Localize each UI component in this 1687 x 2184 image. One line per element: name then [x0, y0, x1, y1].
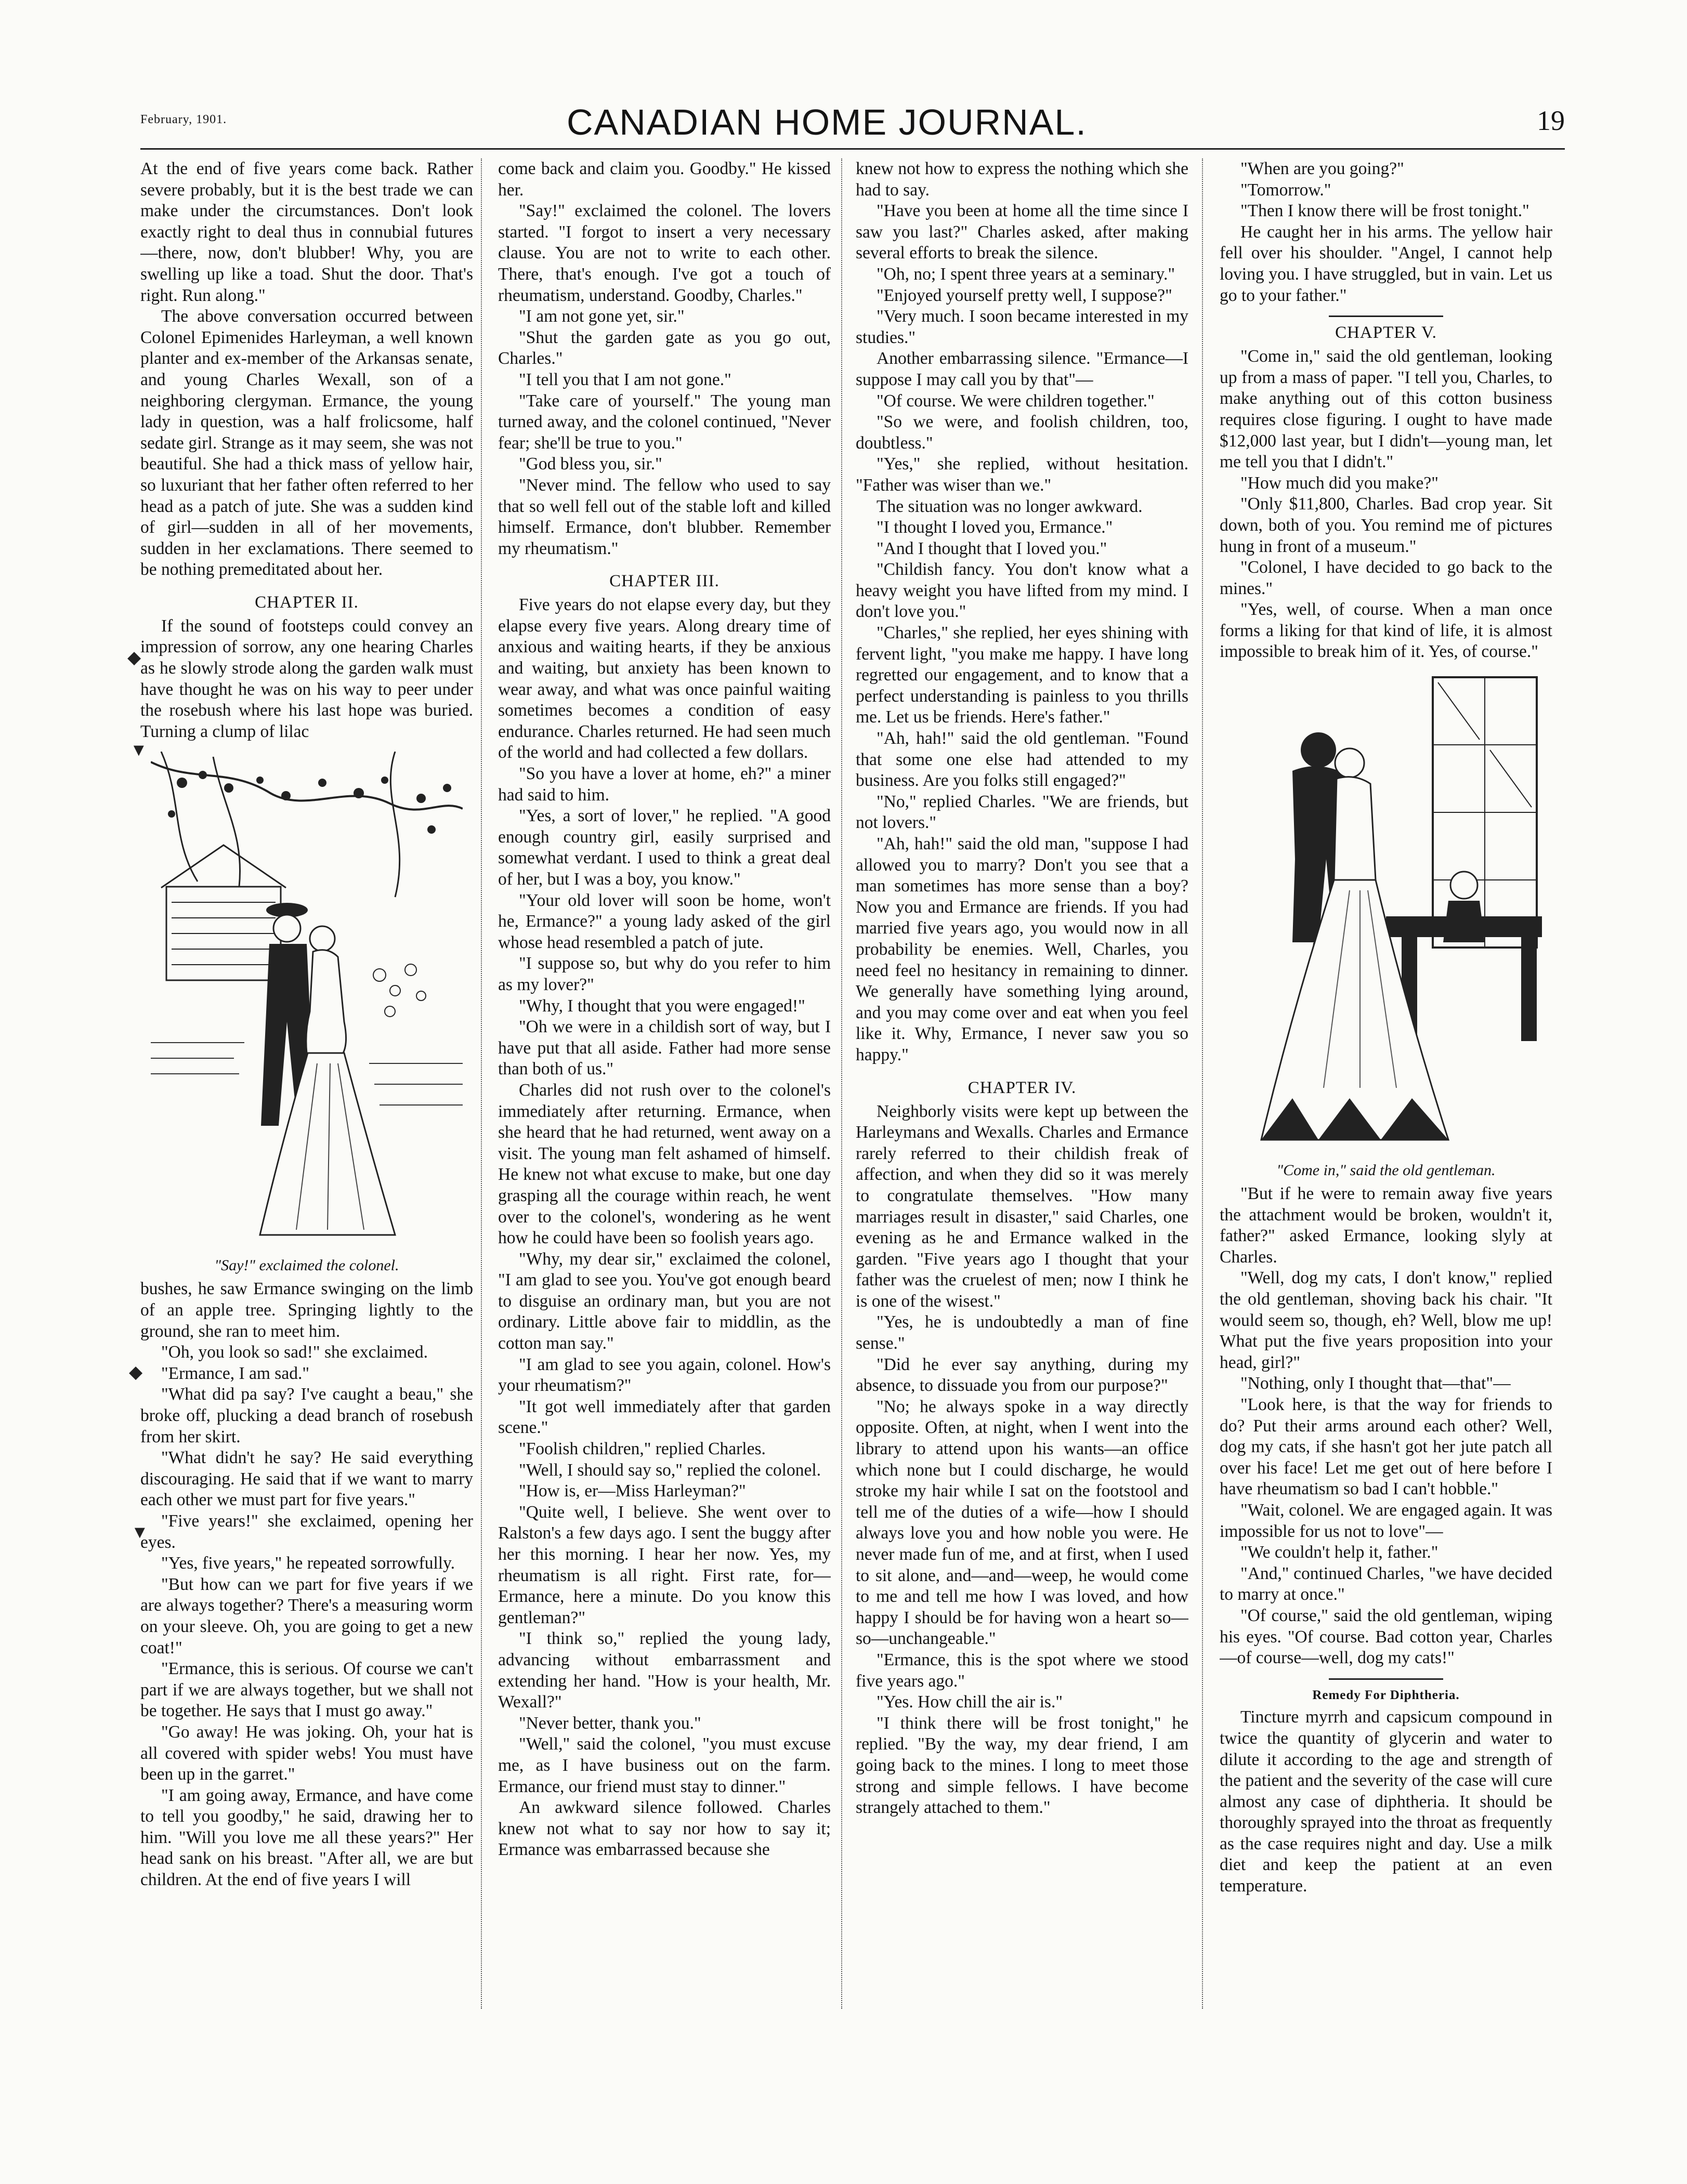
paragraph: "Ah, hah!" said the old man, "suppose I had allowed you to marry? Don't you see that a man sometimes has more sense than a boy? Now you and Ermance are friends. If you had married five years ago, you would now in all probability be enemies. Well, Charles, you need feel no hesitancy in remaining to dinner. We generally have something lying around, and you may come over and eat when you feel like it. Why, Ermance, I never saw you so happy." [856, 834, 1188, 1064]
remedy-paragraph: Tincture myrrh and capsicum compound in twice the quantity of glycerin and water to dilute it according to the age and strength of the patient and the severity of the case will cure almost any case of diphtheria. It should be thoroughly sprayed into the throat as frequently as the case requires night and day. Use a milk diet and keep the patient at an even temperature. [1220, 1707, 1552, 1896]
paragraph: Five years do not elapse every day, but they elapse every five years. Along dreary time of anxious and waiting hearts, if they be anxious and waiting, but anxiety has been known to wear away, and what was once painful waiting sometimes becomes a condition of easy endurance. Charles returned. He had seen much of the world and had collected a few dollars. [498, 595, 831, 762]
section-rule [1329, 315, 1443, 317]
paragraph: "Well, dog my cats, I don't know," replied the old gentleman, shoving back his chair. "It would seem so, though, eh? Well, blow me up! What put the five years proposition into your head, girl?" [1220, 1268, 1552, 1372]
margin-mark: ▼ [130, 741, 148, 760]
paragraph: "Why, I thought that you were engaged!" [519, 996, 805, 1016]
paragraph: "Nothing, only I thought that—that"— [1240, 1374, 1511, 1393]
paragraph: "Why, my dear sir," exclaimed the colonel, "I am glad to see you. You've got enough beard to disguise an ordinary man, but you are not ordinary. Little above fair to middlin, as the cotton man say." [498, 1249, 831, 1353]
paragraph: "How is, er—Miss Harleyman?" [519, 1481, 746, 1501]
illustration-embrace-colonel [1230, 672, 1542, 1155]
illustration-garden-lovers [151, 752, 463, 1251]
illustration-caption: "Come in," said the old gentleman. [1276, 1162, 1496, 1179]
header-rule [140, 148, 1565, 150]
paragraph: "Of course. We were children together." [877, 391, 1155, 411]
paragraph: "Very much. I soon became interested in my studies." [856, 307, 1188, 347]
paragraph: "Well, I should say so," replied the colonel. [519, 1460, 821, 1480]
paragraph: "God bless you, sir." [519, 454, 662, 474]
paragraph: bushes, he saw Ermance swinging on the limb of an apple tree. Springing lightly to the ground, she ran to meet him. [140, 1279, 473, 1341]
paragraph: The situation was no longer awkward. [877, 496, 1143, 516]
column-2 [498, 159, 831, 2082]
paragraph: "Say!" exclaimed the colonel. The lovers started. "I forgot to insert a very necessary clause. You are not to write to each other. There, that's enough. I've got a touch of rheumatism, understand. Goodby, Charles." [498, 201, 831, 305]
paragraph: "I am going away, Ermance, and have come to tell you goodby," he said, drawing her to him. "Will you love me all these years?" Her head sank on his breast. "After all, we are but children. At the end of five years I will [140, 1785, 473, 1890]
section-rule [1329, 1678, 1443, 1680]
column-1 [140, 159, 473, 2082]
column-divider [1202, 159, 1203, 2009]
paragraph: "Oh, you look so sad!" she exclaimed. [161, 1343, 428, 1362]
paragraph: "Never mind. The fellow who used to say that so well fell out of the stable loft and killed himself. Ermance, don't blubber. Remember my rheumatism." [498, 475, 831, 558]
paragraph: "Quite well, I believe. She went over to Ralston's a few days ago. I sent the buggy after her this morning. I hear her now. Yes, my rheumatism is all right. First rate, for—Ermance, here a minute. Do you know this gentleman?" [498, 1502, 831, 1627]
paragraph: "What did pa say? I've caught a beau," she broke off, plucking a dead branch of rosebush from her skirt. [140, 1385, 473, 1446]
paragraph: "I tell you that I am not gone." [519, 370, 731, 389]
margin-mark: ◆ [129, 1363, 143, 1382]
paragraph: "Look here, is that the way for friends to do? Put their arms around each other? Well, dog my cats, if she hasn't got her jute patch all over his face! Let me get out of here before I have rheumatism so bad I can't hobble." [1220, 1395, 1552, 1499]
paragraph: "I am glad to see you again, colonel. How's your rheumatism?" [498, 1354, 831, 1396]
paragraph: "But if he were to remain away five years the attachment would be broken, wouldn't it, father?" asked Ermance, looking slyly at Charles. [1220, 1184, 1552, 1267]
paragraph: "Ermance, this is serious. Of course we can't part if we are always together, but we shall not be together. He says that I must go away." [140, 1659, 473, 1721]
paragraph: "Go away! He was joking. Oh, your hat is all covered with spider webs! You must have been up in the garret." [140, 1722, 473, 1784]
chapter-heading: CHAPTER V. [1335, 323, 1437, 343]
paragraph: "Oh, no; I spent three years at a seminary." [877, 264, 1175, 284]
paragraph: "Enjoyed yourself pretty well, I suppose?" [877, 285, 1172, 305]
paragraph: "Colonel, I have decided to go back to the mines." [1220, 558, 1552, 598]
paragraph: "I am not gone yet, sir." [519, 307, 685, 326]
chapter-heading: CHAPTER II. [255, 593, 359, 612]
paragraph: "Ah, hah!" said the old gentleman. "Found that some one else had attended to my business. Are you folks still engaged?" [856, 729, 1188, 791]
paragraph: "I think there will be frost tonight," he replied. "By the way, my dear friend, I am going back to the mines. I long to meet those strong and simple fellows. I have become strangely attached to them." [856, 1713, 1188, 1818]
paragraph: "Come in," said the old gentleman, looking up from a mass of paper. "I tell you, Charles, to make anything out of this cotton business requires close figuring. I ought to have made $12,000 last year, but I didn't—young man, let me tell you that I didn't." [1220, 347, 1552, 472]
column-divider [481, 159, 482, 2009]
paragraph: "How much did you make?" [1240, 473, 1438, 493]
paragraph: "Yes, he is undoubtedly a man of fine sense." [856, 1312, 1188, 1353]
paragraph: "And I thought that I loved you." [877, 538, 1107, 558]
paragraph: "And," continued Charles, "we have decided to marry at once." [1220, 1563, 1552, 1604]
paragraph: "I suppose so, but why do you refer to him as my lover?" [498, 954, 831, 994]
paragraph: "Take care of yourself." The young man turned away, and the colonel continued, "Never fear; she'll be true to you." [498, 391, 831, 453]
paragraph: "Charles," she replied, her eyes shining with fervent light, "you make me happy. I have long regretted our engagement, and to know that a perfect understanding is painless to you thrills me. Let us be friends. Here's father." [856, 623, 1188, 727]
paragraph: "So you have a lover at home, eh?" a miner had said to him. [498, 764, 831, 805]
paragraph: At the end of five years come back. Rather severe probably, but it is the best trade we can make under the circumstances. Don't look exactly right to deal thus in connubial futures—there, now, don't blubber! Why, you are swelling up like a toad. Shut the door. That's right. Run along." [140, 159, 473, 305]
paragraph: "Foolish children," replied Charles. [519, 1439, 766, 1459]
paragraph: "I thought I loved you, Ermance." [877, 518, 1113, 537]
paragraph: "Ermance, I am sad." [161, 1363, 309, 1383]
paragraph: "Well," said the colonel, "you must excuse me, as I have business out on the farm. Ermance, our friend must stay to dinner." [498, 1734, 831, 1796]
paragraph: "Of course," said the old gentleman, wiping his eyes. "Of course. Bad cotton year, Charles—of course—well, dog my cats!" [1220, 1606, 1552, 1668]
paragraph: "Your old lover will soon be home, won't he, Ermance?" a young lady asked of the girl whose head resembled a patch of jute. [498, 890, 831, 952]
paragraph: "Yes," she replied, without hesitation. "Father was wiser than we." [856, 454, 1188, 495]
page-number: 19 [1537, 105, 1565, 136]
paragraph: "It got well immediately after that garden scene." [498, 1397, 831, 1438]
paragraph: He caught her in his arms. The yellow hair fell over his shoulder. "Angel, I cannot help loving you. I have struggled, but in vain. Let us go to your father." [1220, 222, 1552, 305]
issue-date: February, 1901. [140, 113, 227, 126]
paragraph: "Did he ever say anything, during my absence, to dissuade you from our purpose?" [856, 1354, 1188, 1396]
column-3 [856, 159, 1188, 2082]
paragraph: "Five years!" she exclaimed, opening her eyes. [140, 1511, 473, 1552]
paragraph: If the sound of footsteps could convey an impression of sorrow, any one hearing Charles as he slowly strode along the garden walk must have thought he was on his way to peer under the rosebush where his last hope was buried. Turning a clump of lilac [140, 616, 473, 741]
paragraph: "Never better, thank you." [519, 1713, 701, 1733]
paragraph: Charles did not rush over to the colonel's immediately after returning. Ermance, when she heard that he had returned, went away on a visit. The young man felt ashamed of himself. He knew not what excuse to make, but one day grasping all the courage within reach, he went over to the colonel's, wondering as he went how he could have been so foolish years ago. [498, 1080, 831, 1248]
paragraph: An awkward silence followed. Charles knew not what to say nor how to say it; Ermance was embarrassed because she [498, 1798, 831, 1860]
remedy-heading: Remedy For Diphtheria. [1312, 1688, 1460, 1702]
paragraph: "Tomorrow." [1240, 180, 1331, 200]
paragraph: "Then I know there will be frost tonight." [1240, 201, 1529, 221]
paragraph: "Yes, well, of course. When a man once forms a liking for that kind of life, it is almost impossible to break him of it. Yes, of course." [1220, 600, 1552, 662]
paragraph: "No," replied Charles. "We are friends, but not lovers." [856, 792, 1188, 833]
chapter-heading: CHAPTER IV. [967, 1078, 1077, 1097]
paragraph: "When are you going?" [1240, 159, 1404, 178]
paragraph: knew not how to express the nothing which she had to say. [856, 159, 1188, 200]
illustration-caption: "Say!" exclaimed the colonel. [214, 1257, 399, 1274]
paragraph: "Childish fancy. You don't know what a heavy weight you have lifted from my mind. I don't love you." [856, 560, 1188, 622]
paragraph: "Yes, five years," he repeated sorrowfully. [161, 1554, 455, 1573]
journal-title: CANADIAN HOME JOURNAL. [567, 102, 1087, 142]
paragraph: come back and claim you. Goodby." He kissed her. [498, 159, 831, 200]
margin-mark: ▼ [131, 1523, 149, 1542]
paragraph: "Yes. How chill the air is." [877, 1692, 1063, 1712]
paragraph: "But how can we part for five years if we are always together? There's a measuring worm on your sleeve. Oh, you are going to get a new coat!" [140, 1574, 473, 1657]
paragraph: "Only $11,800, Charles. Bad crop year. Sit down, both of you. You remind me of pictures hung in front of a museum." [1220, 494, 1552, 556]
paragraph: "So we were, and foolish children, too, doubtless." [856, 412, 1188, 453]
paragraph: "We couldn't help it, father." [1240, 1543, 1438, 1562]
paragraph: The above conversation occurred between Colonel Epimenides Harleyman, a well known planter and ex-member of the Arkansas senate, and young Charles Wexall, son of a neighboring clergyman. Ermance, the young lady in question, was a half frolicsome, half sedate girl. Strange as it may seem, she was not beautiful. She had a thick mass of yellow hair, so luxuriant that her father often referred to her head as a patch of jute. She was a sudden kind of girl—sudden in all of her movements, sudden in her exclamations. There seemed to be nothing premeditated about her. [140, 307, 473, 580]
paragraph: "No; he always spoke in a way directly opposite. Often, at night, when I went into the library to attend upon his wants—an office which none but I could discharge, he would stroke my hair while I sat on the footstool and tell me of the duties of a wife—how I should always love you and how noble you were. He never made fun of me, and at first, when I used to sit alone, and—and—weep, he would come to me and tell me how I was loved, and how happy I should be for having won a heart so—so—unchangeable." [856, 1397, 1188, 1649]
column-4 [1220, 159, 1552, 2082]
paragraph: "Oh we were in a childish sort of way, but I have put that all aside. Father had more sense than both of us." [498, 1017, 831, 1079]
paragraph: "Wait, colonel. We are engaged again. It was impossible for us not to love"— [1220, 1500, 1552, 1541]
paragraph: "Ermance, this is the spot where we stood five years ago." [856, 1650, 1188, 1691]
margin-mark: ◆ [127, 648, 141, 667]
paragraph: "Shut the garden gate as you go out, Charles." [498, 327, 831, 369]
paragraph: Another embarrassing silence. "Ermance—I suppose I may call you by that"— [856, 349, 1188, 389]
column-divider [841, 159, 842, 2009]
paragraph: "What didn't he say? He said everything discouraging. He said that if we want to marry each other we must part for five years." [140, 1448, 473, 1510]
paragraph: Neighborly visits were kept up between the Harleymans and Wexalls. Charles and Ermance rarely referred to their childish freak of affection, and when they did so it was merely to congratulate themselves. "How many marriages result in disaster," said Charles, one evening as he and Ermance walked in the garden. "Five years ago I thought that your father was the cruelest of men; now I think he is one of the wisest." [856, 1101, 1188, 1311]
paragraph: "I think so," replied the young lady, advancing without embarrassment and extending her hand. "How is your health, Mr. Wexall?" [498, 1629, 831, 1712]
chapter-heading: CHAPTER III. [609, 572, 720, 591]
masthead [140, 101, 1565, 143]
paragraph: "Yes, a sort of lover," he replied. "A good enough country girl, easily surprised and somewhat verdant. I used to think a great deal of her, but I was a boy, you know." [498, 806, 831, 889]
paragraph: "Have you been at home all the time since I saw you last?" Charles asked, after making several efforts to break the silence. [856, 201, 1188, 263]
